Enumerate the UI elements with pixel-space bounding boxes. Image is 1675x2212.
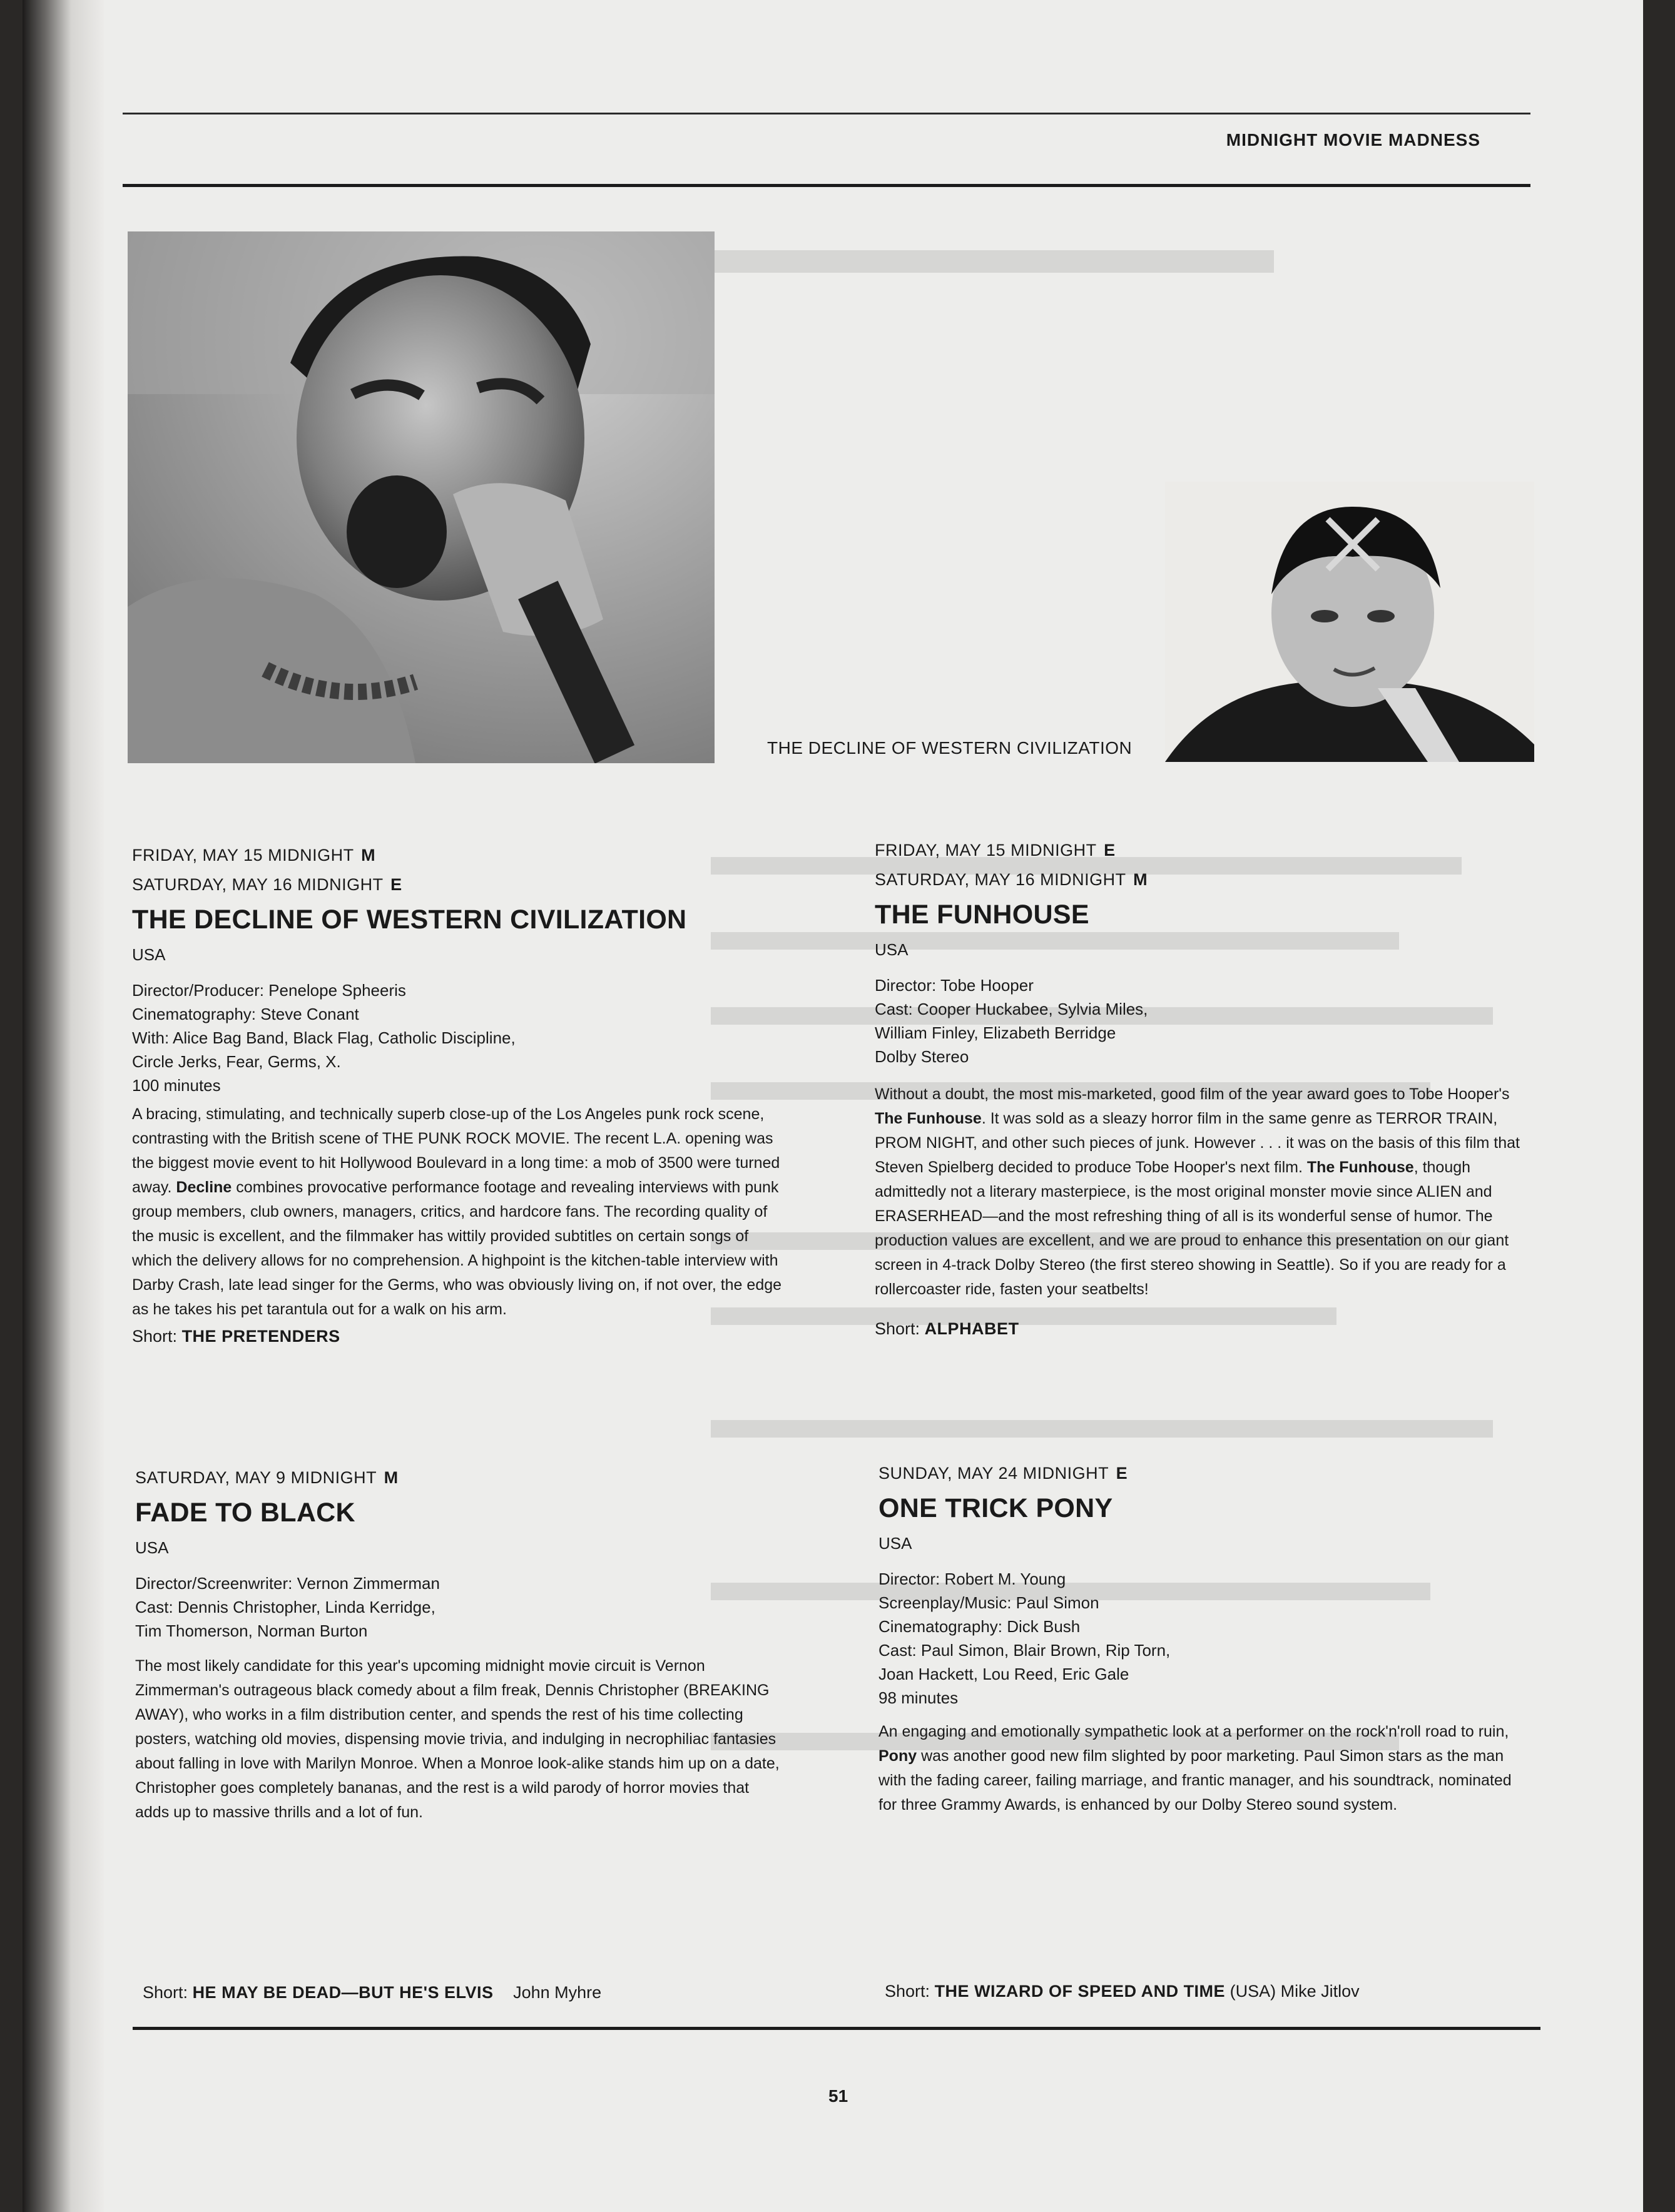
film-description: The most likely candidate for this year's upcoming midnight movie circuit is Vernon Zimmerman's outrageous black comedy about a film freak, Dennis Christopher (BREAKING AWAY), who works in a film distribution center, and spends the rest of his time collecting posters, watching old movies, dispensing movie trivia, and indulging in necrophiliac fantasies about falling in love with Marilyn Monroe. When a Monroe look-alike stands him up on a date, Christopher goes completely bananas, and the rest is a wild parody of horror movies that adds up to massive thrills and a lot of fun. [135, 1657, 780, 1821]
film-description [875, 1082, 1525, 1302]
date-text: SATURDAY, MAY 16 MIDNIGHT [132, 875, 384, 894]
photo-caption: THE DECLINE OF WESTERN CIVILIZATION [767, 738, 1133, 758]
date-text: FRIDAY, MAY 15 MIDNIGHT [875, 841, 1097, 860]
desc-text: , though admittedly not a literary masterpiece, is the most original monster movie since ALIEN and ERASERHEAD—and the most refreshing thing of all is its wonderful sense of humor. The production values are excellent, and we are proud to enhance this presentation on our giant screen in 4-track Dolby Stereo (the first stereo showing in Seattle). So if you are ready for a rollercoaster ride, fasten your seatbelts! [875, 1159, 1509, 1298]
short-film-pony [885, 1982, 1360, 2001]
desc-text: combines provocative performance footage and revealing interviews with punk group members, club owners, managers, critics, and hardcore fans. The recording quality of the music is excellent, and the filmmaker has wittily provided subtitles on certain songs of which the delivery allows for no comprehension. A highpoint is the kitchen-table interview with Darby Crash, late lead singer for the Germs, who was obviously living on, if not over, the edge as he takes his pet tarantula out for a walk on his arm. [132, 1179, 782, 1318]
film-credit: Tim Thomerson, Norman Burton [135, 1621, 368, 1640]
film-credit: Cast: Cooper Huckabee, Sylvia Miles, [875, 1000, 1148, 1018]
film-credit: Director: Robert M. Young [878, 1570, 1066, 1588]
film-title: ONE TRICK PONY [878, 1493, 1113, 1523]
screen-marker: E [1116, 1464, 1128, 1483]
film-credit: With: Alice Bag Band, Black Flag, Catholic Discipline, [132, 1028, 516, 1047]
desc-emphasis: Pony [878, 1747, 917, 1765]
film-credit: Dolby Stereo [875, 1047, 969, 1066]
film-title: FADE TO BLACK [135, 1498, 355, 1528]
magazine-page [23, 0, 1643, 2212]
short-credit: John Myhre [513, 1983, 602, 2002]
short-title: THE PRETENDERS [181, 1327, 340, 1346]
screen-marker: E [390, 875, 402, 894]
punk-singer-illustration [128, 231, 715, 763]
short-label: Short: [143, 1983, 188, 2002]
date-text: SATURDAY, MAY 9 MIDNIGHT [135, 1468, 377, 1487]
film-credit: Director: Tobe Hooper [875, 976, 1034, 995]
film-funhouse [875, 841, 1525, 1339]
film-credit: Director/Producer: Penelope Spheeris [132, 981, 406, 1000]
film-credit: Joan Hackett, Lou Reed, Eric Gale [878, 1665, 1129, 1683]
film-runtime: 100 minutes [132, 1076, 221, 1095]
page-number: 51 [828, 2086, 848, 2106]
short-title: ALPHABET [924, 1319, 1019, 1338]
film-country: USA [878, 1534, 912, 1553]
desc-emphasis: Decline [176, 1179, 232, 1196]
header-rule-top [123, 113, 1530, 114]
film-credit: Director/Screenwriter: Vernon Zimmerman [135, 1574, 440, 1593]
date-text: SUNDAY, MAY 24 MIDNIGHT [878, 1464, 1109, 1483]
film-credit: Cast: Paul Simon, Blair Brown, Rip Torn, [878, 1641, 1171, 1660]
section-title: MIDNIGHT MOVIE MADNESS [1226, 130, 1480, 150]
screening-date [875, 841, 1525, 860]
film-credit: Cast: Dennis Christopher, Linda Kerridge, [135, 1598, 435, 1616]
desc-emphasis: The Funhouse [875, 1110, 982, 1127]
screen-marker: M [1133, 870, 1148, 889]
page-binding-shadow [23, 0, 104, 2212]
film-credit: Cinematography: Steve Conant [132, 1005, 359, 1023]
short-film [875, 1319, 1525, 1339]
film-title: THE FUNHOUSE [875, 900, 1089, 930]
short-label: Short: [875, 1319, 920, 1338]
short-credit: (USA) Mike Jitlov [1230, 1982, 1360, 2001]
desc-text: An engaging and emotionally sympathetic look at a performer on the rock'n'roll road to ruin, [878, 1723, 1509, 1740]
screening-date [875, 870, 1525, 890]
short-label: Short: [885, 1982, 930, 2001]
film-credit: Screenplay/Music: Paul Simon [878, 1593, 1099, 1612]
desc-text: A bracing, stimulating, and technically superb close-up of the Los Angeles punk rock scene, contrasting with the British scene of THE PUNK ROCK MOVIE. The recent L.A. opening was the biggest movie event to hit Hollywood Boulevard in a long time: a mob of 3500 were turned away. [132, 1105, 780, 1196]
short-title: THE WIZARD OF SPEED AND TIME [934, 1982, 1226, 2001]
header-rule-bottom [123, 184, 1530, 187]
punk-singer-photo [128, 231, 715, 763]
screen-marker: E [1104, 841, 1116, 860]
film-credit: Cinematography: Dick Bush [878, 1617, 1081, 1636]
screening-date [132, 846, 783, 865]
short-label: Short: [132, 1327, 178, 1346]
film-description [878, 1720, 1529, 1817]
short-film-fade [143, 1983, 601, 2002]
screen-marker: M [361, 846, 376, 865]
boy-photo [1165, 482, 1534, 762]
footer-rule [133, 2027, 1540, 2030]
film-country: USA [132, 945, 166, 964]
film-fade-to-black [135, 1468, 786, 1825]
screen-marker: M [384, 1468, 399, 1487]
desc-text: Without a doubt, the most mis-marketed, good film of the year award goes to Tobe Hooper's [875, 1085, 1510, 1103]
film-country: USA [135, 1538, 169, 1557]
desc-text: was another good new film slighted by poor marketing. Paul Simon stars as the man with the fading career, failing marriage, and frantic manager, and his soundtrack, nominated for three Grammy Awards, is enhanced by our Dolby Stereo sound system. [878, 1747, 1512, 1814]
screening-date [132, 875, 783, 895]
screening-date [135, 1468, 786, 1488]
film-one-trick-pony [878, 1464, 1529, 1817]
film-description [132, 1102, 783, 1322]
film-runtime: 98 minutes [878, 1688, 959, 1707]
desc-emphasis: The Funhouse [1306, 1159, 1414, 1176]
film-title: THE DECLINE OF WESTERN CIVILIZATION [132, 905, 687, 935]
film-country: USA [875, 940, 909, 959]
date-text: SATURDAY, MAY 16 MIDNIGHT [875, 870, 1126, 889]
short-title: HE MAY BE DEAD—BUT HE'S ELVIS [192, 1983, 494, 2002]
film-credit: Circle Jerks, Fear, Germs, X. [132, 1052, 341, 1071]
boy-illustration [1165, 482, 1534, 762]
screening-date [878, 1464, 1529, 1483]
film-credit: William Finley, Elizabeth Berridge [875, 1023, 1116, 1042]
desc-text: . It was sold as a sleazy horror film in the same genre as TERROR TRAIN, PROM NIGHT, and other such pieces of junk. However . . . it was on the basis of this film that Steven Spielberg decided to produce Tobe Hooper's next film. [875, 1110, 1520, 1176]
film-decline [132, 846, 783, 1346]
date-text: FRIDAY, MAY 15 MIDNIGHT [132, 846, 354, 865]
short-film [132, 1327, 783, 1346]
